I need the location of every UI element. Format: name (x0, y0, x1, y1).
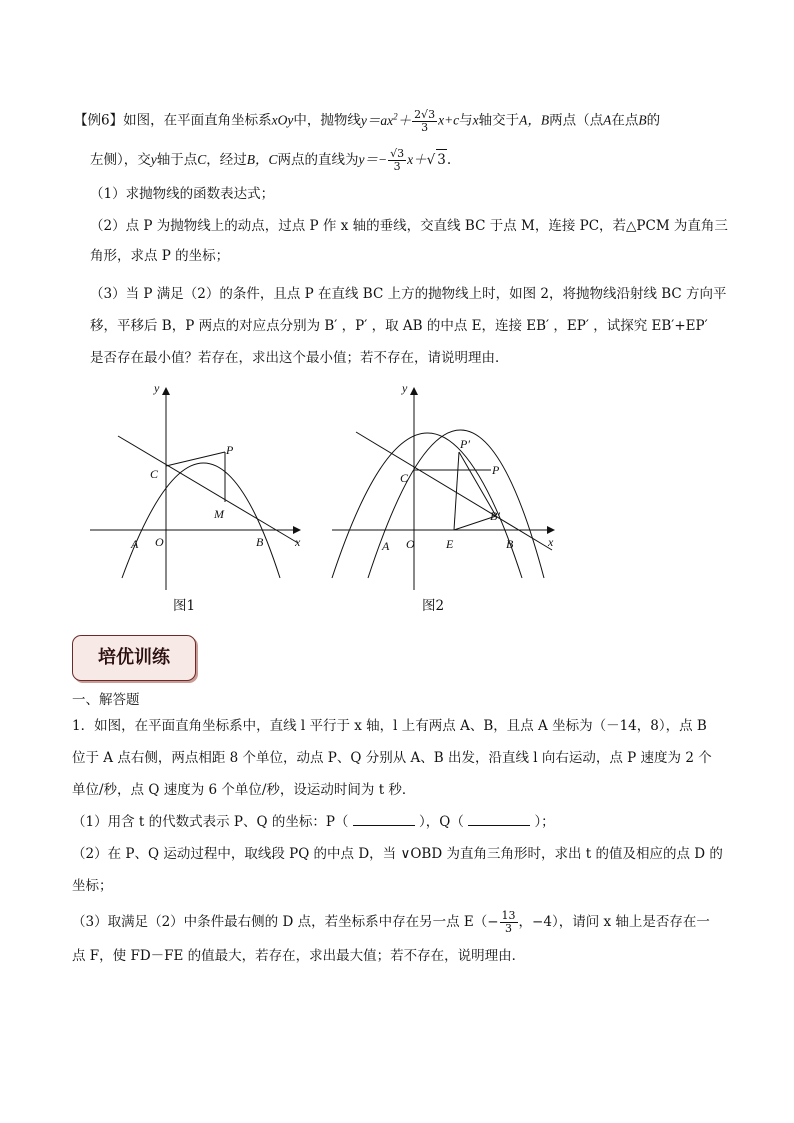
problem-1-question-1: （1）用含 t 的代数式表示 P、Q 的坐标：P（ ），Q（ ）； (72, 814, 555, 830)
label-y: y (154, 381, 160, 395)
problem-1-line2: 位于 A 点右侧，两点相距 8 个单位，动点 P、Q 分别从 A、B 出发，沿直线 l 向右运动，点 P 速度为 2 个 (72, 750, 712, 766)
section-badge (72, 635, 196, 681)
label-b-prime: B′ (490, 509, 500, 523)
answer-blank-q[interactable] (468, 812, 530, 826)
answer-blank-p[interactable] (353, 812, 415, 826)
problem-1-line1: 1．如图，在平面直角坐标系中，直线 l 平行于 x 轴，l 上有两点 A、B，且点 A 坐标为（－14，8），点 B (72, 718, 707, 734)
example-question-3-line1: （3）当 P 满足（2）的条件，且点 P 在直线 BC 上方的抛物线上时，如图 2，将抛物线沿射线 BC 方向平 (90, 286, 727, 302)
label-c: C (150, 467, 159, 481)
label-m: M (214, 507, 224, 521)
example-question-3-line3: 是否存在最小值？若存在，求出这个最小值；若不存在，请说明理由． (90, 350, 509, 366)
problem-1-question-3-line1: （3）取满足（2）中条件最右侧的 D 点，若坐标系中存在另一点 E（− $\frac{13}{3}$ ，−4），请问 x 轴上是否存在一 (72, 909, 710, 935)
label-b: B (506, 537, 514, 551)
label-b: B (256, 535, 264, 549)
example-statement-line1: 【例6】如图，在平面直角坐标系xOy中，抛物线$y=ax^2+$ $\frac{2√3}{3}$ x+c与x轴交于A，B两点（点A在点B的 (74, 107, 661, 134)
fraction-sqrt3-over-3: $\frac{√3}{3}$ (390, 147, 405, 173)
example-question-2-line1: （2）点 P 为抛物线上的动点，过点 P 作 x 轴的垂线，交直线 BC 于点 M，连接 PC，若△PCM 为直角三 (90, 218, 728, 234)
label-p: P (492, 463, 500, 477)
label-o: O (406, 537, 415, 551)
line-bc-equation: y＝− (358, 152, 388, 167)
label-c: C (400, 471, 409, 485)
figure-1-caption: 图1 (173, 598, 196, 614)
figure-1-diagram (84, 378, 308, 600)
line-bc (356, 432, 552, 550)
label-y: y (402, 381, 408, 395)
problem-1-question-2-line1: （2）在 P、Q 运动过程中，取线段 PQ 的中点 D，当 ∨OBD 为直角三角形时，求出 t 的值及相应的点 D 的 (72, 846, 723, 862)
fraction-2sqrt3-over-3: $\frac{2√3}{3}$ (414, 107, 436, 134)
parabola-equation: $y=ax^2+$ (360, 111, 412, 128)
segment-p-prime-b-prime (459, 452, 496, 516)
example-statement-line2: 左侧），交y轴于点C，经过B，C两点的直线为y＝− $\frac{√3}{3}$ x＋√ 3. (90, 147, 452, 173)
section-badge-label: 培优训练 (98, 647, 170, 668)
problem-1-question-2-line2: 坐标； (72, 878, 113, 894)
label-a: A (382, 539, 390, 553)
section-heading: 一、解答题 (72, 692, 140, 708)
label-a: A (131, 537, 139, 551)
figure-2-diagram (326, 378, 562, 600)
parabola-original (332, 433, 522, 578)
example-question-1: （1）求抛物线的函数表达式； (90, 186, 275, 202)
example-question-3-line2: 移，平移后 B，P 两点的对应点分别为 B′ ，P′ ，取 AB 的中点 E，连接 EB′ ，EP′ ，试探究 EB′+EP′ (90, 318, 708, 334)
fraction-13-over-3: $\frac{13}{3}$ (501, 909, 516, 935)
example-question-2-line2: 角形，求点 P 的坐标； (90, 248, 230, 264)
problem-1-line3: 单位/秒，点 Q 速度为 6 个单位/秒，设运动时间为 t 秒． (72, 782, 416, 798)
label-o: O (155, 535, 164, 549)
line-bc (118, 436, 298, 543)
label-p: P (226, 443, 234, 457)
label-x: x (548, 535, 554, 549)
problem-1-question-3-line2: 点 F，使 FD－FE 的值最大，若存在，求出最大值；若不存在，说明理由． (72, 948, 526, 964)
label-x: x (295, 535, 301, 549)
parabola (122, 463, 280, 578)
figure-2-caption: 图2 (422, 598, 445, 614)
example-tag: 【例6】 (74, 112, 124, 129)
label-e: E (446, 537, 454, 551)
label-p-prime: P′ (460, 437, 470, 451)
